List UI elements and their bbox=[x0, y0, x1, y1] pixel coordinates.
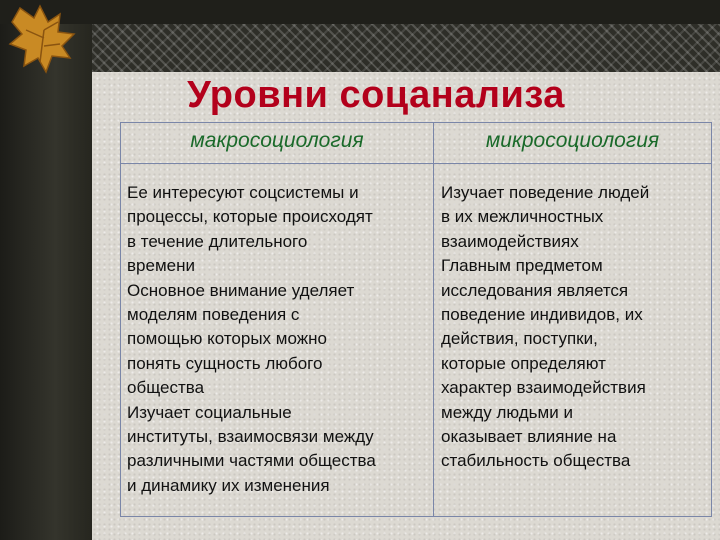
autumn-leaf-icon bbox=[0, 0, 92, 80]
table-column-divider bbox=[433, 123, 434, 516]
text-line: моделям поведения с bbox=[127, 305, 300, 325]
text-line: между людьми и bbox=[441, 402, 573, 422]
text-line: процессы, которые происходят bbox=[127, 207, 373, 227]
text-line: различными частями общества bbox=[127, 451, 376, 471]
text-line: которые определяют bbox=[441, 353, 606, 373]
text-line: действия, поступки, bbox=[441, 329, 598, 349]
text-line: оказывает влияние на bbox=[441, 427, 617, 447]
text-line: помощью которых можно bbox=[127, 329, 327, 349]
text-line: общества bbox=[127, 378, 205, 398]
text-line: в их межличностных bbox=[441, 207, 604, 227]
text-line: понять сущность любого bbox=[127, 353, 323, 373]
text-line: взаимодействиях bbox=[441, 231, 579, 251]
cell-macro-description bbox=[127, 181, 427, 498]
text-line: исследования является bbox=[441, 280, 629, 300]
top-decor-bar bbox=[0, 0, 720, 24]
text-line: Изучает социальные bbox=[127, 402, 292, 422]
text-line: институты, взаимосвязи между bbox=[127, 427, 374, 447]
text-line: Изучает поведение людей bbox=[441, 183, 650, 202]
text-line: характер взаимодействия bbox=[441, 378, 646, 398]
text-line: и динамику их изменения bbox=[127, 475, 330, 495]
decorative-header-band bbox=[92, 24, 720, 72]
comparison-table bbox=[120, 122, 712, 517]
text-line: Главным предметом bbox=[441, 256, 603, 276]
column-header-macro: макросоциология bbox=[190, 129, 364, 152]
table-header-divider bbox=[121, 163, 711, 164]
slide-title: Уровни соцанализа bbox=[187, 74, 565, 116]
text-line: стабильность общества bbox=[441, 451, 631, 471]
cell-micro-description bbox=[441, 181, 709, 474]
text-line: Ее интересуют соцсистемы и bbox=[127, 183, 359, 202]
column-header-micro: микросоциология bbox=[485, 129, 660, 152]
text-line: в течение длительного bbox=[127, 231, 308, 251]
text-line: времени bbox=[127, 256, 195, 276]
text-line: Основное внимание уделяет bbox=[127, 280, 355, 300]
text-line: поведение индивидов, их bbox=[441, 305, 643, 325]
